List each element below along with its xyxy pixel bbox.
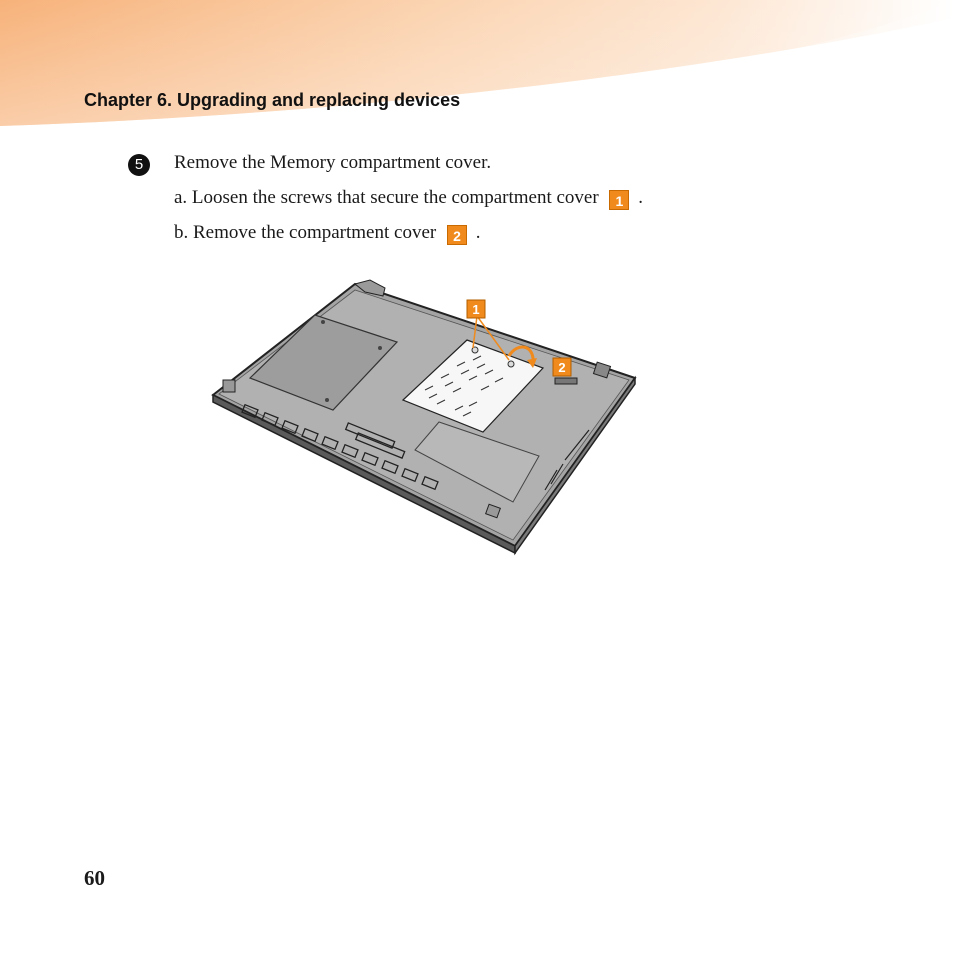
chapter-title: Chapter 6. Upgrading and replacing devices	[84, 90, 461, 110]
laptop-bottom-illustration	[205, 270, 645, 560]
step-instruction: Remove the Memory compartment cover.	[174, 152, 492, 173]
callout-badge-2: 2	[447, 225, 467, 245]
step-number-icon: 5	[128, 154, 150, 176]
figure-callout-2: 2	[558, 360, 566, 375]
page-number: 60	[84, 866, 105, 890]
substep-b-period: .	[475, 222, 481, 243]
substep-b-text: b. Remove the compartment cover	[174, 222, 437, 243]
figure-callout-1: 1	[472, 302, 480, 317]
substep-a-period: .	[638, 187, 643, 208]
substep-a-text: a. Loosen the screws that secure the compartment cover	[174, 187, 599, 208]
callout-badge-1: 1	[609, 190, 629, 210]
substep-b	[174, 222, 480, 245]
substep-a	[174, 187, 643, 210]
